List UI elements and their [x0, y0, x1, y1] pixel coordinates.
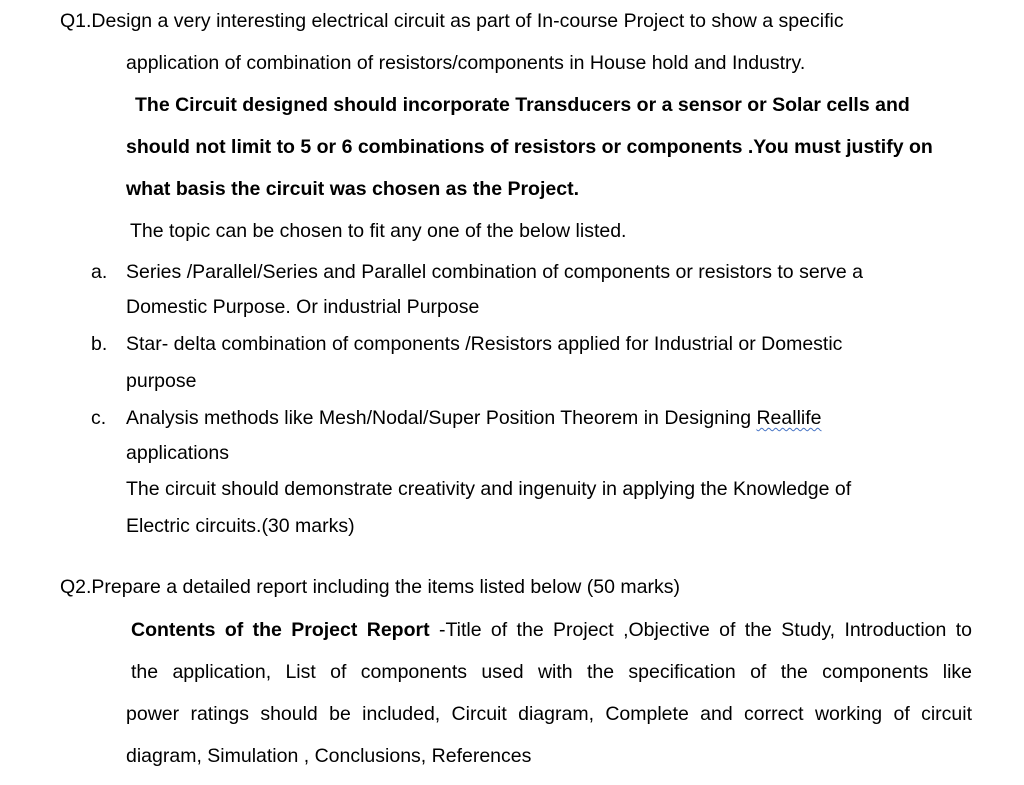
- list-marker-a: a.: [91, 261, 108, 283]
- q2-line-1-rest: -Title of the Project ,Objective of the Study, Introduction to: [429, 619, 973, 641]
- q1-closing-text: Electric circuits.: [126, 515, 262, 537]
- list-item-b-line-1: Star- delta combination of components /Resistors applied for Industrial or Domestic: [126, 333, 843, 355]
- q2-heading: Q2.Prepare a detailed report including the items listed below (50 marks): [60, 576, 680, 598]
- q1-topic-line: The topic can be chosen to fit any one of the below listed.: [130, 220, 627, 242]
- q1-closing-line-2: [126, 514, 355, 538]
- q1-bold-line-3: what basis the circuit was chosen as the Project.: [126, 178, 579, 200]
- list-item-c-line-1: [126, 406, 822, 430]
- list-marker-c: c.: [91, 407, 107, 429]
- q2-line-1: [131, 618, 972, 642]
- list-item-b-line-2: purpose: [126, 370, 197, 392]
- q1-marks: (30 marks): [261, 515, 355, 537]
- q2-line-2: the application, List of components used with the specification of the components like: [131, 661, 972, 683]
- q1-line-2: application of combination of resistors/components in House hold and Industry.: [126, 52, 806, 74]
- q1-bold-line-1: The Circuit designed should incorporate Transducers or a sensor or Solar cells and: [135, 94, 910, 116]
- list-marker-b: b.: [91, 333, 108, 355]
- list-item-c-line-2: applications: [126, 442, 229, 464]
- list-item-a-line-1: Series /Parallel/Series and Parallel combination of components or resistors to serve a: [126, 261, 864, 283]
- list-item-a-line-2: Domestic Purpose. Or industrial Purpose: [126, 296, 480, 318]
- spellcheck-flagged-word: Reallife: [756, 407, 822, 429]
- q2-line-3: power ratings should be included, Circuit diagram, Complete and correct working of circuit: [126, 703, 972, 725]
- q1-closing-line-1: The circuit should demonstrate creativity and ingenuity in applying the Knowledge of: [126, 478, 852, 500]
- q1-line-1: Q1.Design a very interesting electrical circuit as part of In-course Project to show a specific: [60, 10, 844, 32]
- list-item-c-text: Analysis methods like Mesh/Nodal/Super Position Theorem in Designing: [126, 407, 757, 429]
- q1-bold-line-2: should not limit to 5 or 6 combinations of resistors or components .You must justify on: [126, 136, 933, 158]
- q2-line-4: diagram, Simulation , Conclusions, References: [126, 745, 532, 767]
- q2-bold-label: Contents of the Project Report: [131, 619, 430, 641]
